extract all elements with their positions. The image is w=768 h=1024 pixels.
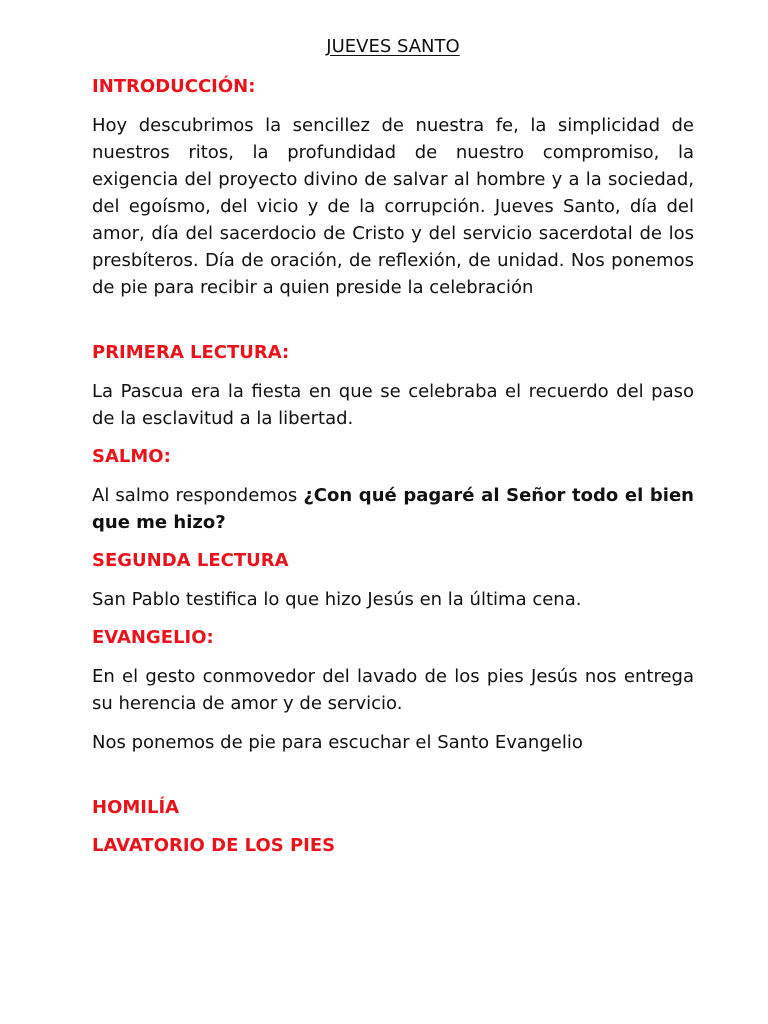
second-reading-text: San Pablo testifica lo que hizo Jesús en la última cena. (92, 589, 582, 610)
gospel-heading: EVANGELIO: (92, 627, 214, 648)
psalm-heading: SALMO: (92, 446, 171, 467)
document-title: JUEVES SANTO (326, 36, 460, 57)
spacer (92, 768, 694, 795)
foot-washing-heading: LAVATORIO DE LOS PIES (92, 835, 336, 856)
gospel-text-2: Nos ponemos de pie para escuchar el Santo Evangelio (92, 732, 583, 753)
psalm-response-text: ¿Con qué pagaré al Señor todo el bien que me hizo? (92, 485, 694, 533)
first-reading-text: La Pascua era la fiesta en que se celebraba el recuerdo del paso de la esclavitud a la libertad. (92, 381, 694, 429)
document-page (92, 34, 694, 871)
intro-heading: INTRODUCCIÓN: (92, 76, 256, 97)
second-reading-heading: SEGUNDA LECTURA (92, 550, 289, 571)
psalm-text (92, 482, 694, 536)
intro-text: Hoy descubrimos la sencillez de nuestra fe, la simplicidad de nuestros ritos, la profundidad de nuestro compromiso, la exigencia del proyecto divino de salvar al hombre y a la sociedad, del egoísmo, del vicio y de la corrupción. Jueves Santo, día del amor, día del sacerdocio de Cristo y del servicio sacerdotal de los presbíteros. Día de oración, de reflexión, de unidad. Nos ponemos de pie para recibir a quien preside la celebración (92, 115, 694, 298)
first-reading-heading: PRIMERA LECTURA: (92, 342, 290, 363)
gospel-text: En el gesto conmovedor del lavado de los pies Jesús nos entrega su herencia de amor y de servicio. (92, 666, 694, 714)
homily-heading: HOMILÍA (92, 797, 180, 818)
psalm-lead-text: Al salmo respondemos (92, 485, 304, 506)
spacer (92, 313, 694, 340)
